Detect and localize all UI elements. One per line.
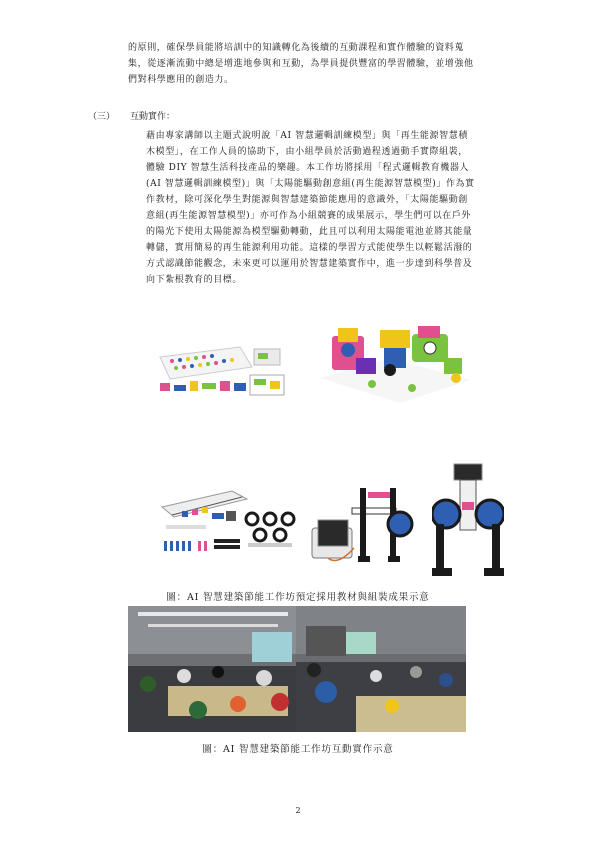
section-number: （三）	[88, 112, 116, 122]
workshop-photo-right	[296, 606, 466, 732]
parts-kit-drawing-2	[152, 485, 304, 555]
workshop-photo-left	[128, 606, 296, 732]
body-paragraph: 藉由專家講師以主題式說明說「AI 智慧邏輯訓練模型」與「再生能源智慧積木模型」，在工作人員的協助下，由小組學員於活動過程透過動手實際組裝，體驗 DIY 智慧生活科技產品的樂趣。本工作坊將採用「程式邏輯教育機器人(AI 智慧邏輯訓練模型)」與「太陽能驅動創意組(再生能源智慧模型)」作為實作教材，除可深化學生對能源與智慧建築節能應用的意識外，「太陽能驅動創意組(再生能源智慧模型)」亦可作為小組競賽的成果展示，學生們可以在戶外的陽光下使用太陽能源為模型驅動轉動，此且可以利用太陽能電池並將其能量轉儲，實用簡易的再生能源利用功能。這樣的學習方式能使學生以輕鬆活潑的方式認識節能觀念，未來更可以運用於智慧建築實作中，進一步達到科學普及向下紮根教育的目標。	[146, 131, 475, 285]
solar-model-image	[308, 478, 428, 568]
solar-model-drawing	[308, 478, 428, 568]
figure-2-caption: 圖：AI 智慧建築節能工作坊互動實作示意	[202, 744, 394, 755]
parts-kit-image-1	[150, 345, 300, 405]
section-title: 互動實作：	[130, 112, 176, 122]
robot-models-image	[320, 318, 475, 403]
parts-kit-drawing-1	[150, 345, 300, 405]
intro-paragraph: 的原則，確保學員能將培訓中的知識轉化為後續的互動課程和實作體驗的資料蒐集，從逐漸流動中總是增進地參與和互動，為學員提供豐富的學習體驗，並增強他們對科學應用的創造力。	[128, 43, 474, 85]
workshop-photo-right-drawing	[296, 606, 466, 732]
parts-kit-image-2	[152, 485, 304, 555]
workshop-photo-left-drawing	[128, 606, 296, 732]
page-number: 2	[295, 806, 301, 815]
tower-model-drawing	[432, 462, 504, 582]
tower-model-image	[432, 462, 504, 582]
figure-1-caption: 圖：AI 智慧建築節能工作坊預定採用教材與組裝成果示意	[166, 592, 430, 603]
robot-models-drawing	[320, 318, 475, 403]
